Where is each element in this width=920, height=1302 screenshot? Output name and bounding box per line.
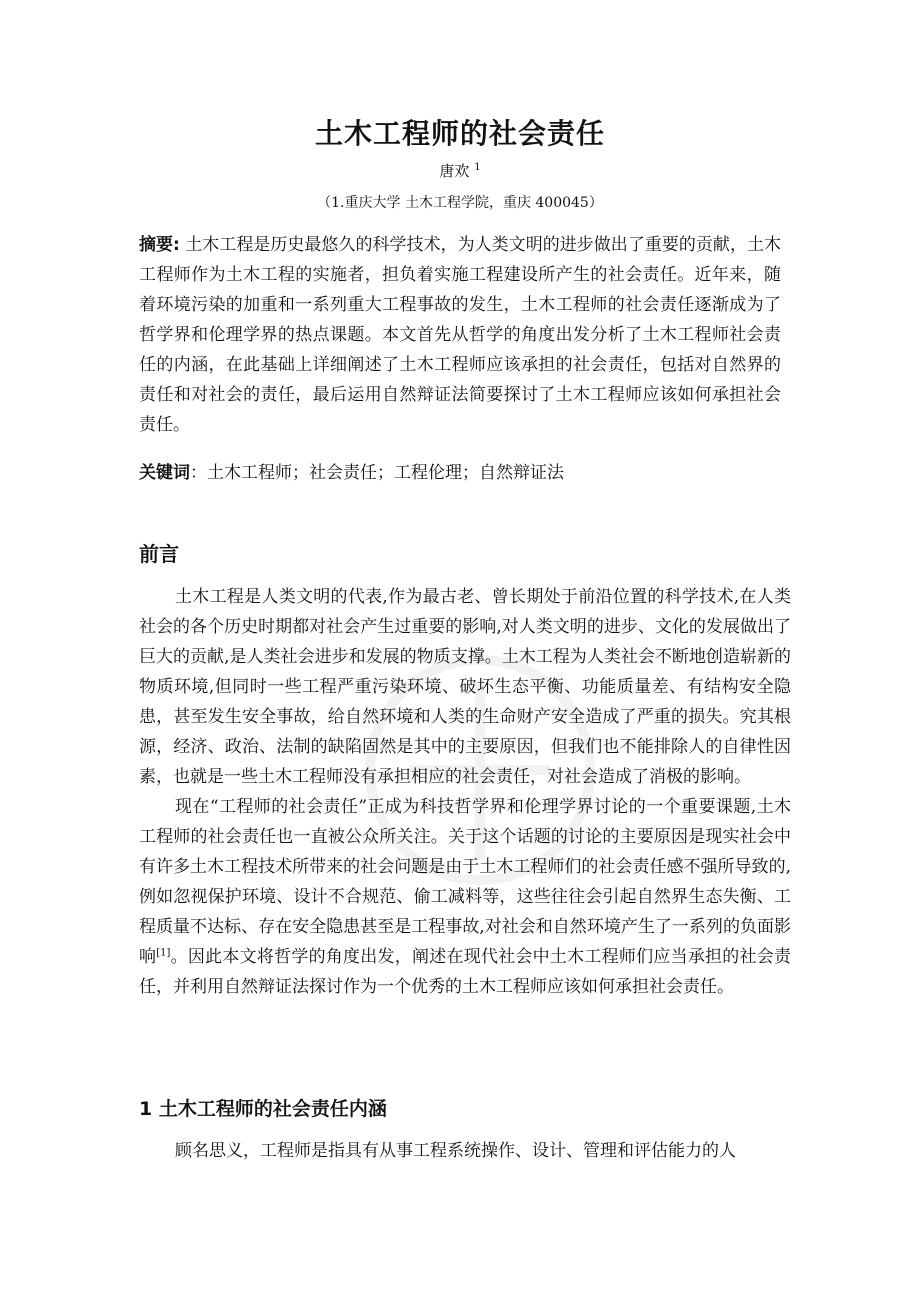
section-1-paragraph-1: 顾名思义，工程师是指具有从事工程系统操作、设计、管理和评估能力的人 [175,1141,736,1161]
preface-body [139,582,791,1002]
affiliation: （1.重庆大学 土木工程学院，重庆 400045） [317,195,603,211]
paper-title: 土木工程师的社会责任 [314,117,605,150]
preface-paragraph-2-text-b: 。因此本文将哲学的角度出发，阐述在现代社会中土木工程师们应当承担的社会责任，并利用自然辩证法探讨作为一个优秀的土木工程师应该如何承担社会责任。 [139,947,792,997]
citation-ref[interactable]: [1] [156,947,171,959]
author-name: 唐欢 [439,162,470,180]
abstract [139,230,781,440]
author-affiliation-mark: 1 [474,162,481,173]
section-1-body [139,1136,791,1166]
preface-paragraph-2-text-a: 现在“工程师的社会责任”正成为科技哲学界和伦理学界讨论的一个重要课题,土木工程师的社会责任也一直被公众所关注。关于这个话题的讨论的主要原因是现实社会中有许多土木工程技术所带来的社会问题是由于土木工程师们的社会责任感不强所导致的,例如忽视保护环境、设计不合规范、偷工减料等，这些往往会引起自然界生态失衡、工程质量不达标、存在安全隐患甚至是工程事故,对社会和自然环境产生了一系列的负面影响 [139,797,791,967]
section-1-heading: 1 土木工程师的社会责任内涵 [139,1098,387,1120]
keywords-label: 关键词 [139,463,190,483]
preface-paragraph-1: 土木工程是人类文明的代表,作为最古老、曾长期处于前沿位置的科学技术,在人类社会的各个历史时期都对社会产生过重要的影响,对人类文明的进步、文化的发展做出了巨大的贡献,是人类社会进步和发展的物质支撑。土木工程为人类社会不断地创造崭新的物质环境,但同时一些工程严重污染环境、破坏生态平衡、功能质量差、有结构安全隐患，甚至发生安全事故，给自然环境和人类的生命财产安全造成了严重的损失。究其根源，经济、政治、法制的缺陷固然是其中的主要原因，但我们也不能排除人的自律性因素，也就是一些土木工程师没有承担相应的社会责任，对社会造成了消极的影响。 [139,587,791,787]
preface-paragraph-2 [139,792,791,1002]
abstract-label: 摘要: [139,235,180,255]
abstract-text: 土木工程是历史最悠久的科学技术，为人类文明的进步做出了重要的贡献，土木工程师作为土木工程的实施者，担负着实施工程建设所产生的社会责任。近年来，随着环境污染的加重和一系列重大工程事故的发生，土木工程师的社会责任逐渐成为了哲学界和伦理学界的热点课题。本文首先从哲学的角度出发分析了土木工程师社会责任的内涵，在此基础上详细阐述了土木工程师应该承担的社会责任，包括对自然界的责任和对社会的责任，最后运用自然辩证法简要探讨了土木工程师应该如何承担社会责任。 [139,235,781,435]
keywords [139,458,781,488]
preface-heading: 前言 [139,542,179,566]
author-line [0,160,920,181]
keywords-text: ：土木工程师；社会责任；工程伦理；自然辩证法 [190,463,564,483]
